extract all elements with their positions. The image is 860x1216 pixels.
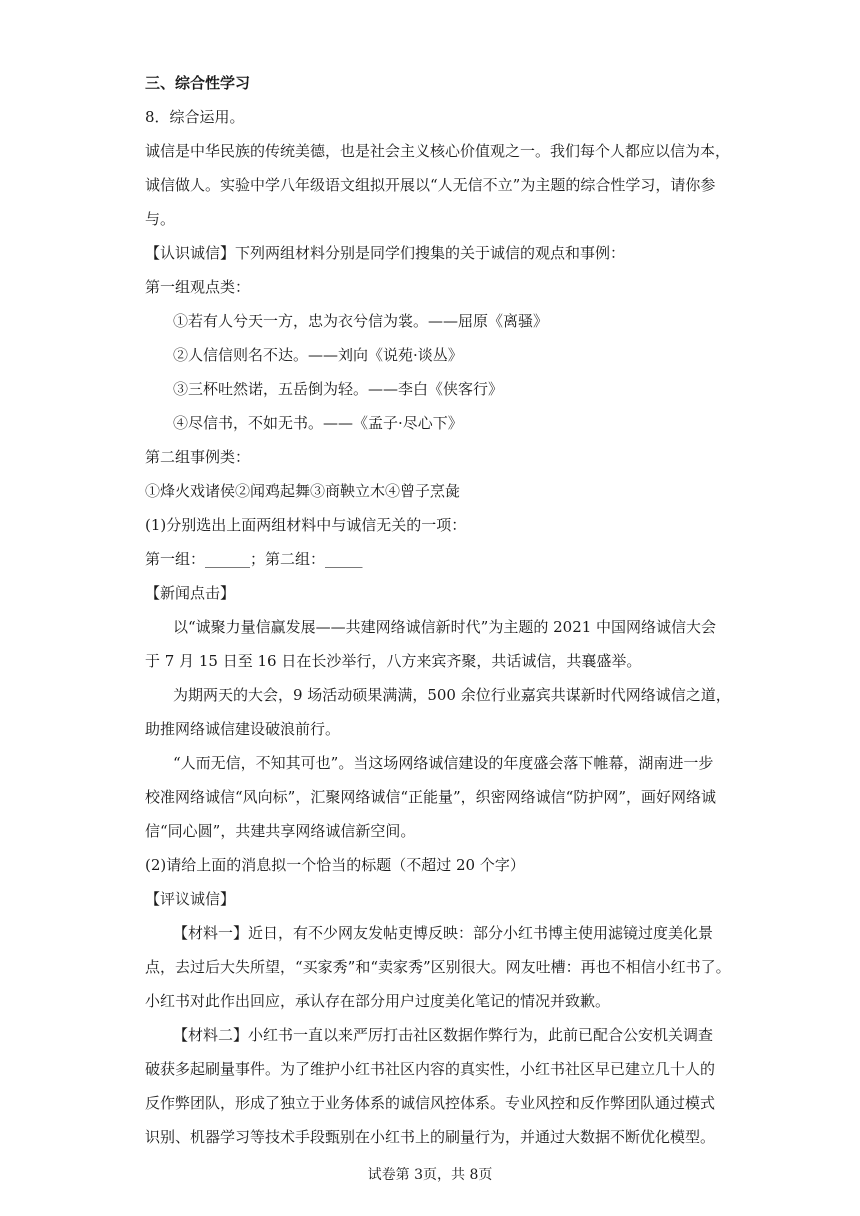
recognize-heading: 【认识诚信】下列两组材料分别是同学们搜集的关于诚信的观点和事例： — [145, 244, 626, 262]
intro-line-3: 与。 — [145, 210, 176, 228]
answer-blanks: 第一组：______；第二组：_____ — [145, 550, 363, 568]
group1-item: ④尽信书，不如无书。——《孟子·尽心下》 — [173, 414, 463, 432]
group2-items: ①烽火戏诸侯②闻鸡起舞③商鞅立木④曾子烹彘 — [145, 482, 461, 500]
news-para-1-line: 于 7 月 15 日至 16 日在长沙举行，八方来宾齐聚，共话诚信，共襄盛举。 — [145, 652, 642, 670]
news-heading: 【新闻点击】 — [145, 584, 236, 602]
news-para-3-line: “人而无信，不知其可也”。当这场网络诚信建设的年度盛会落下帷幕，湖南进一步 — [173, 754, 714, 772]
question-number: 8．综合运用。 — [145, 108, 245, 126]
material-1-line: 点，去过后大失所望，“买家秀”和“卖家秀”区别很大。网友吐槽：再也不相信小红书了。 — [145, 958, 731, 976]
section-title: 三、综合性学习 — [145, 74, 251, 92]
page-footer: 试卷第 3页，共 8页 — [367, 1167, 493, 1183]
group1-label: 第一组观点类： — [145, 278, 251, 296]
news-para-2-line: 助推网络诚信建设破浪前行。 — [145, 720, 341, 738]
group1-item: ③三杯吐然诺，五岳倒为轻。——李白《侠客行》 — [173, 380, 504, 398]
news-para-3-line: 校准网络诚信“风向标”，汇聚网络诚信“正能量”，织密网络诚信“防护网”，画好网络诚 — [145, 788, 717, 806]
comment-heading: 【评议诚信】 — [145, 890, 236, 908]
material-1-line: 【材料一】近日，有不少网友发帖吏博反映：部分小红书博主使用滤镜过度美化景 — [173, 924, 714, 942]
material-1-line: 小红书对此作出回应，承认存在部分用户过度美化笔记的情况并致歉。 — [145, 992, 611, 1010]
news-para-1-line: 以“诚聚力量信赢发展——共建网络诚信新时代”为主题的 2021 中国网络诚信大会 — [173, 618, 717, 636]
news-para-2-line: 为期两天的大会，9 场活动硕果满满，500 余位行业嘉宾共谋新时代网络诚信之道， — [173, 686, 731, 704]
intro-line-1: 诚信是中华民族的传统美德，也是社会主义核心价值观之一。我们每个人都应以信为本， — [145, 142, 731, 160]
group2-label: 第二组事例类： — [145, 448, 251, 466]
material-2-line: 破获多起刷量事件。为了维护小红书社区内容的真实性，小红书社区早已建立几十人的 — [145, 1060, 716, 1078]
material-2-line: 识别、机器学习等技术手段甄别在小红书上的刷量行为，并通过大数据不断优化模型。 — [145, 1128, 716, 1146]
group1-item: ②人信信则名不达。——刘向《说苑·谈丛》 — [173, 346, 463, 364]
news-para-3-line: 信“同心圆”，共建共享网络诚信新空间。 — [145, 822, 416, 840]
sub-question-1: (1)分别选出上面两组材料中与诚信无关的一项： — [145, 516, 467, 534]
material-2-line: 【材料二】小红书一直以来严厉打击社区数据作弊行为，此前已配合公安机关调查 — [173, 1026, 714, 1044]
sub-question-2: (2)请给上面的消息拟一个恰当的标题（不超过 20 个字） — [145, 856, 525, 874]
material-2-line: 反作弊团队，形成了独立于业务体系的诚信风控体系。专业风控和反作弊团队通过模式 — [145, 1094, 716, 1112]
intro-line-2: 诚信做人。实验中学八年级语文组拟开展以“人无信不立”为主题的综合性学习，请你参 — [145, 176, 716, 194]
group1-item: ①若有人兮天一方，忠为衣兮信为裳。——屈原《离骚》 — [173, 312, 549, 330]
